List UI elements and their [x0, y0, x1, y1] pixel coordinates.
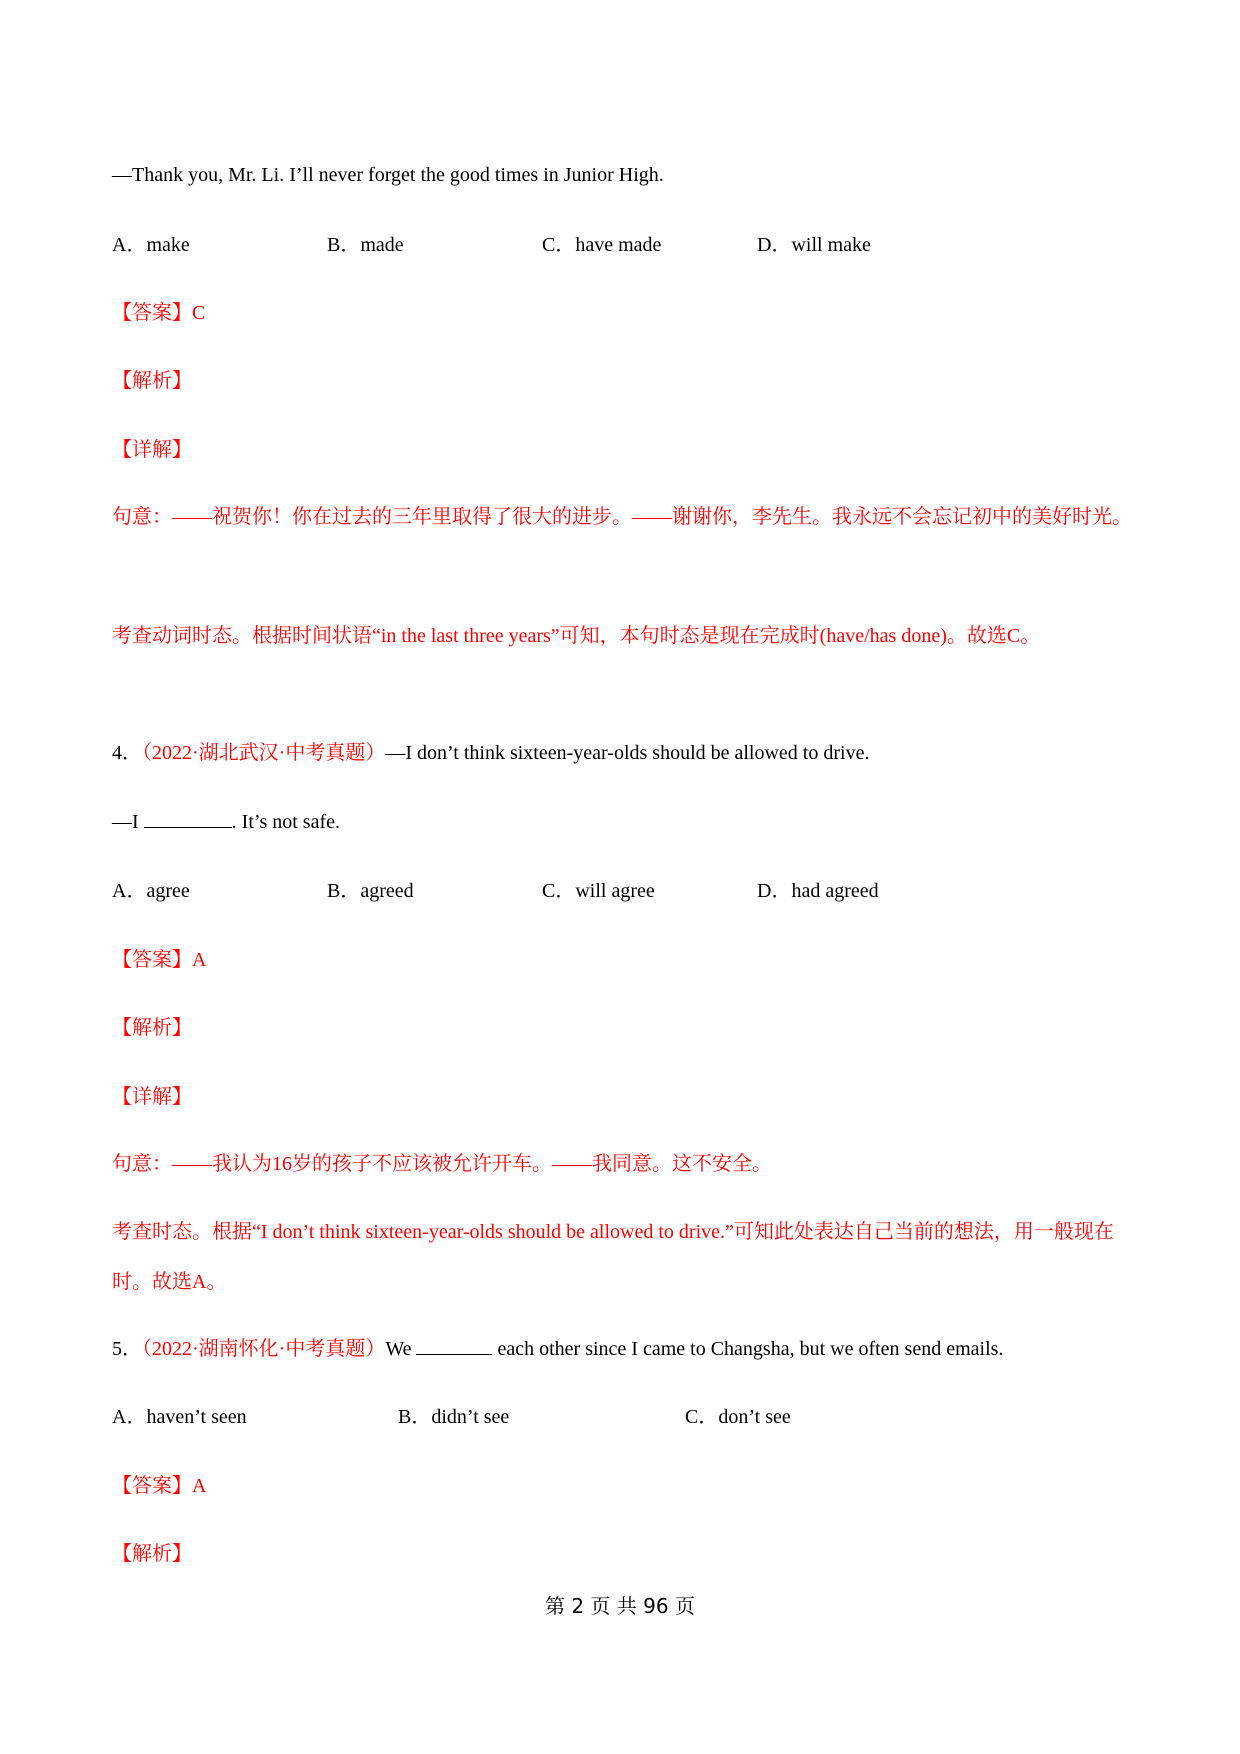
q4-detail-label: 【详解】 — [112, 1086, 192, 1108]
q5-stem-suffix: each other since I came to Changsha, but we often send emails. — [492, 1338, 1004, 1360]
q5-answer — [112, 1473, 206, 1499]
option-letter: B． — [327, 880, 361, 902]
answer-label: 【答案】 — [112, 302, 192, 324]
q4-option-b — [327, 878, 414, 904]
q4-answer — [112, 947, 206, 973]
q5-option-a — [112, 1404, 247, 1430]
q5-analysis-label: 【解析】 — [112, 1543, 192, 1565]
q4-blank — [144, 809, 232, 828]
option-text: have made — [575, 234, 662, 256]
page-number-footer: 第 2 页 共 96 页 — [545, 1594, 695, 1618]
q4-option-d — [757, 878, 879, 904]
q5-option-b — [398, 1404, 509, 1430]
q3-option-d — [757, 232, 871, 258]
option-text: haven’t seen — [146, 1406, 247, 1428]
option-letter: A． — [112, 880, 147, 902]
q4-analysis-label: 【解析】 — [112, 1017, 192, 1039]
q3-option-c — [542, 232, 661, 258]
option-letter: C． — [685, 1406, 719, 1428]
answer-value: A — [192, 1475, 207, 1497]
q3-reply-line: —Thank you, Mr. Li. I’ll never forget the good times in Junior High. — [112, 164, 664, 186]
q5-number: 5． — [112, 1338, 142, 1360]
option-letter: A． — [112, 1406, 147, 1428]
q4-explanation: 考查时态。根据“I don’t think sixteen-year-olds should be allowed to drive.”可知此处表达自己当前的想法，用一般现在时。故选A。 — [112, 1221, 1114, 1293]
q4-reply-prefix: —I — [112, 811, 144, 833]
option-letter: C． — [542, 234, 576, 256]
q3-explanation: 考查动词时态。根据时间状语“in the last three years”可知，本句时态是现在完成时(have/has done)。故选C。 — [112, 625, 1041, 647]
option-text: had agreed — [791, 880, 879, 902]
option-letter: C． — [542, 880, 576, 902]
option-text: make — [146, 234, 190, 256]
option-text: will make — [791, 234, 871, 256]
q3-meaning: 句意：——祝贺你！你在过去的三年里取得了很大的进步。——谢谢你，李先生。我永远不会忘记初中的美好时光。 — [112, 506, 1132, 528]
option-text: agreed — [360, 880, 414, 902]
q3-detail-label: 【详解】 — [112, 439, 192, 461]
q4-source: （2022·湖北武汉·中考真题） — [142, 742, 386, 764]
option-text: agree — [146, 880, 190, 902]
q3-analysis-label: 【解析】 — [112, 370, 192, 392]
option-letter: D． — [757, 880, 792, 902]
option-letter: A． — [112, 234, 147, 256]
q3-answer — [112, 300, 205, 326]
q3-option-a — [112, 232, 190, 258]
answer-label: 【答案】 — [112, 1475, 192, 1497]
option-letter: D． — [757, 234, 792, 256]
q4-meaning: 句意：——我认为16岁的孩子不应该被允许开车。——我同意。这不安全。 — [112, 1153, 772, 1175]
answer-label: 【答案】 — [112, 949, 192, 971]
q5-option-c — [685, 1404, 791, 1430]
q4-reply-line — [112, 809, 340, 835]
option-text: made — [360, 234, 404, 256]
q4-stem-line — [112, 740, 869, 766]
option-text: don’t see — [718, 1406, 791, 1428]
q4-reply-suffix: . It’s not safe. — [231, 811, 340, 833]
q3-option-b — [327, 232, 404, 258]
option-text: didn’t see — [431, 1406, 510, 1428]
q5-blank — [416, 1336, 492, 1355]
q4-stem: —I don’t think sixteen-year-olds should be allowed to drive. — [385, 742, 870, 764]
q4-option-a — [112, 878, 190, 904]
answer-value: A — [192, 949, 207, 971]
option-letter: B． — [398, 1406, 432, 1428]
q5-stem-line — [112, 1336, 1003, 1362]
q5-stem-prefix: We — [385, 1338, 417, 1360]
answer-value: C — [192, 302, 206, 324]
q4-number: 4． — [112, 742, 142, 764]
q5-source: （2022·湖南怀化·中考真题） — [142, 1338, 386, 1360]
option-text: will agree — [575, 880, 655, 902]
option-letter: B． — [327, 234, 361, 256]
q4-option-c — [542, 878, 655, 904]
